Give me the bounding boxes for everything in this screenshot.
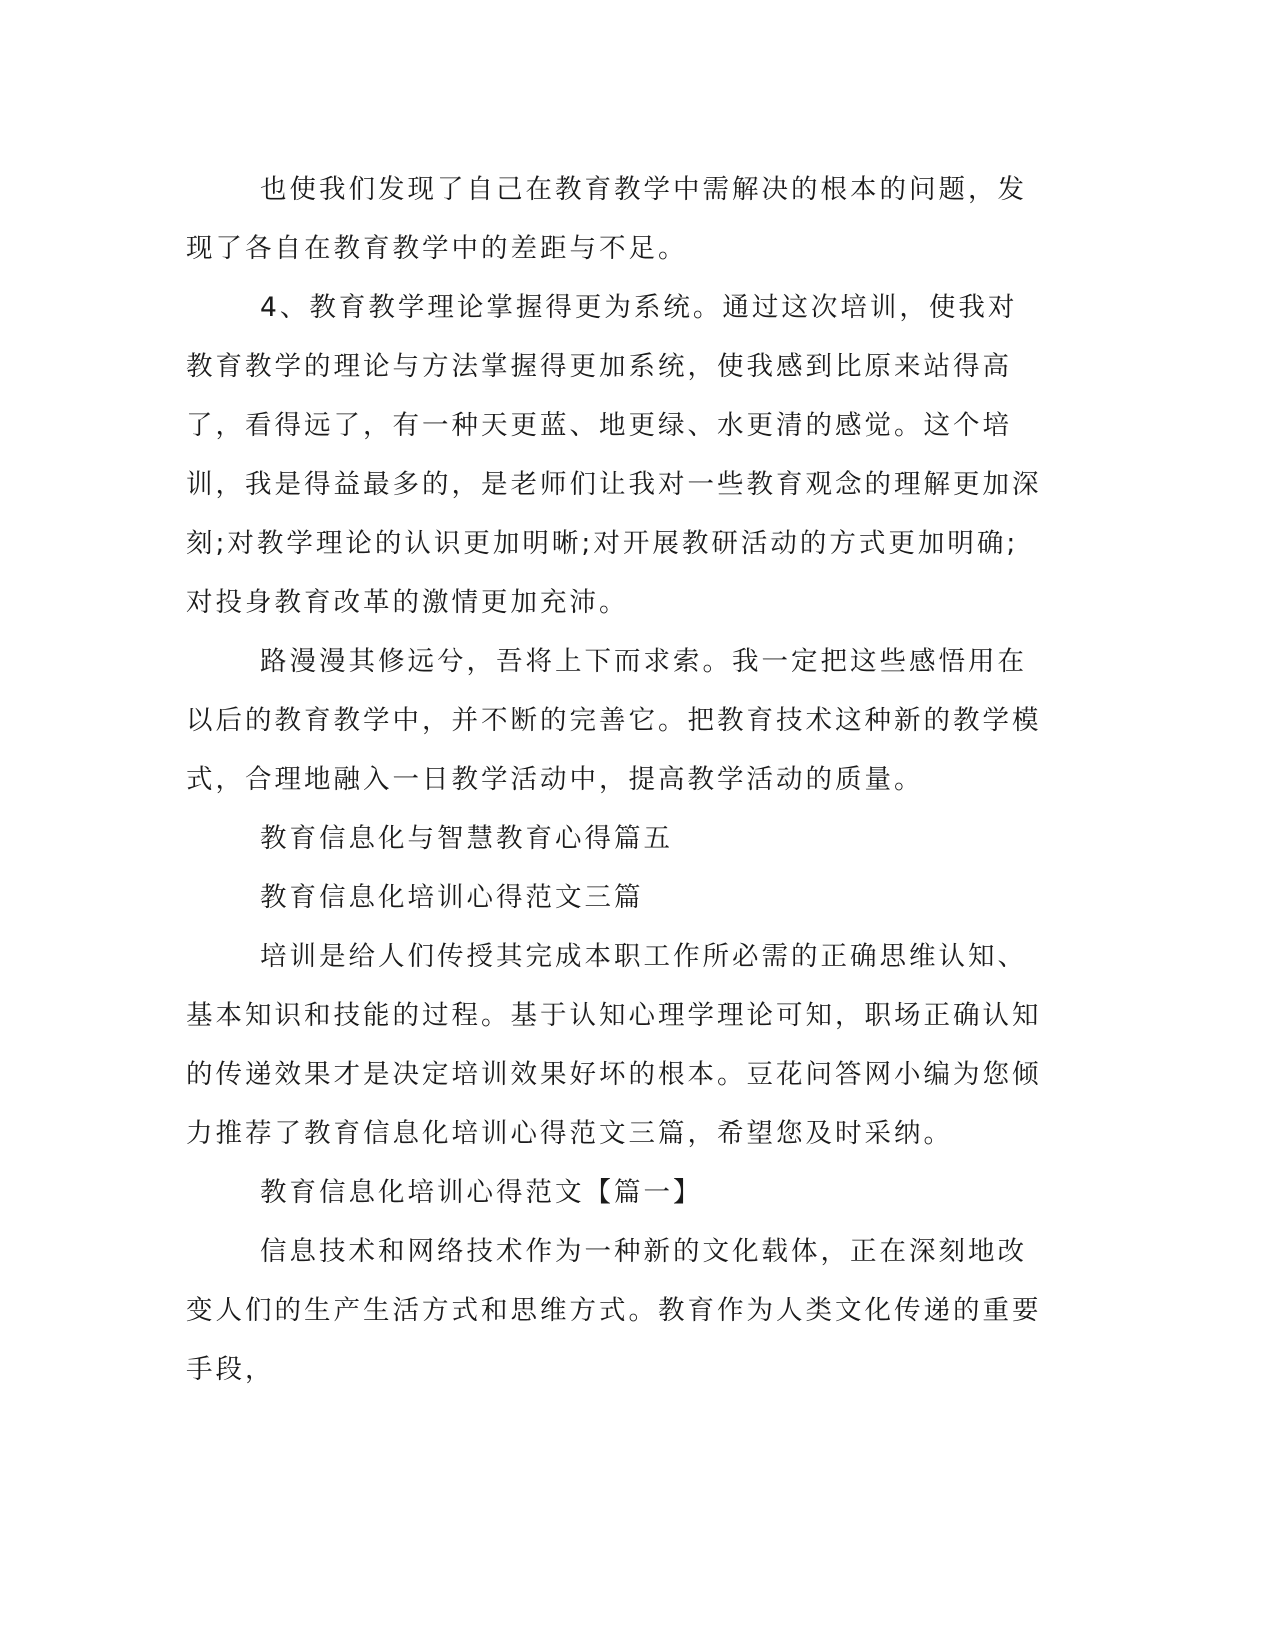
section-heading: 教育信息化培训心得范文【篇一】 [260,1177,703,1208]
paragraph: 培训是给人们传授其完成本职工作所必需的正确思维认知、基本知识和技能的过程。基于认知心理学理论可知，职场正确认知的传递效果才是决定培训效果好坏的根本。豆花问答网小编为您倾力推荐了教育信息化培训心得范文三篇，希望您及时采纳。 [186,941,1042,1149]
section-heading: 教育信息化培训心得范文三篇 [260,882,644,913]
paragraph: 路漫漫其修远兮，吾将上下而求索。我一定把这些感悟用在以后的教育教学中，并不断的完善它。把教育技术这种新的教学模式，合理地融入一日教学活动中，提高教学活动的质量。 [186,646,1042,795]
paragraph: 信息技术和网络技术作为一种新的文化载体，正在深刻地改变人们的生产生活方式和思维方式。教育作为人类文化传递的重要手段， [186,1236,1042,1385]
paragraph: 也使我们发现了自己在教育教学中需解决的根本的问题，发现了各自在教育教学中的差距与不足。 [186,174,1027,264]
section-heading: 教育信息化与智慧教育心得篇五 [260,823,673,854]
paragraph: 4、教育教学理论掌握得更为系统。通过这次培训，使我对教育教学的理论与方法掌握得更加系统，使我感到比原来站得高了，看得远了，有一种天更蓝、地更绿、水更清的感觉。这个培训，我是得益最多的，是老师们让我对一些教育观念的理解更加深刻;对教学理论的认识更加明晰;对开展教研活动的方式更加明确;对投身教育改革的激情更加充沛。 [186,292,1042,618]
document-body [186,160,1046,1399]
